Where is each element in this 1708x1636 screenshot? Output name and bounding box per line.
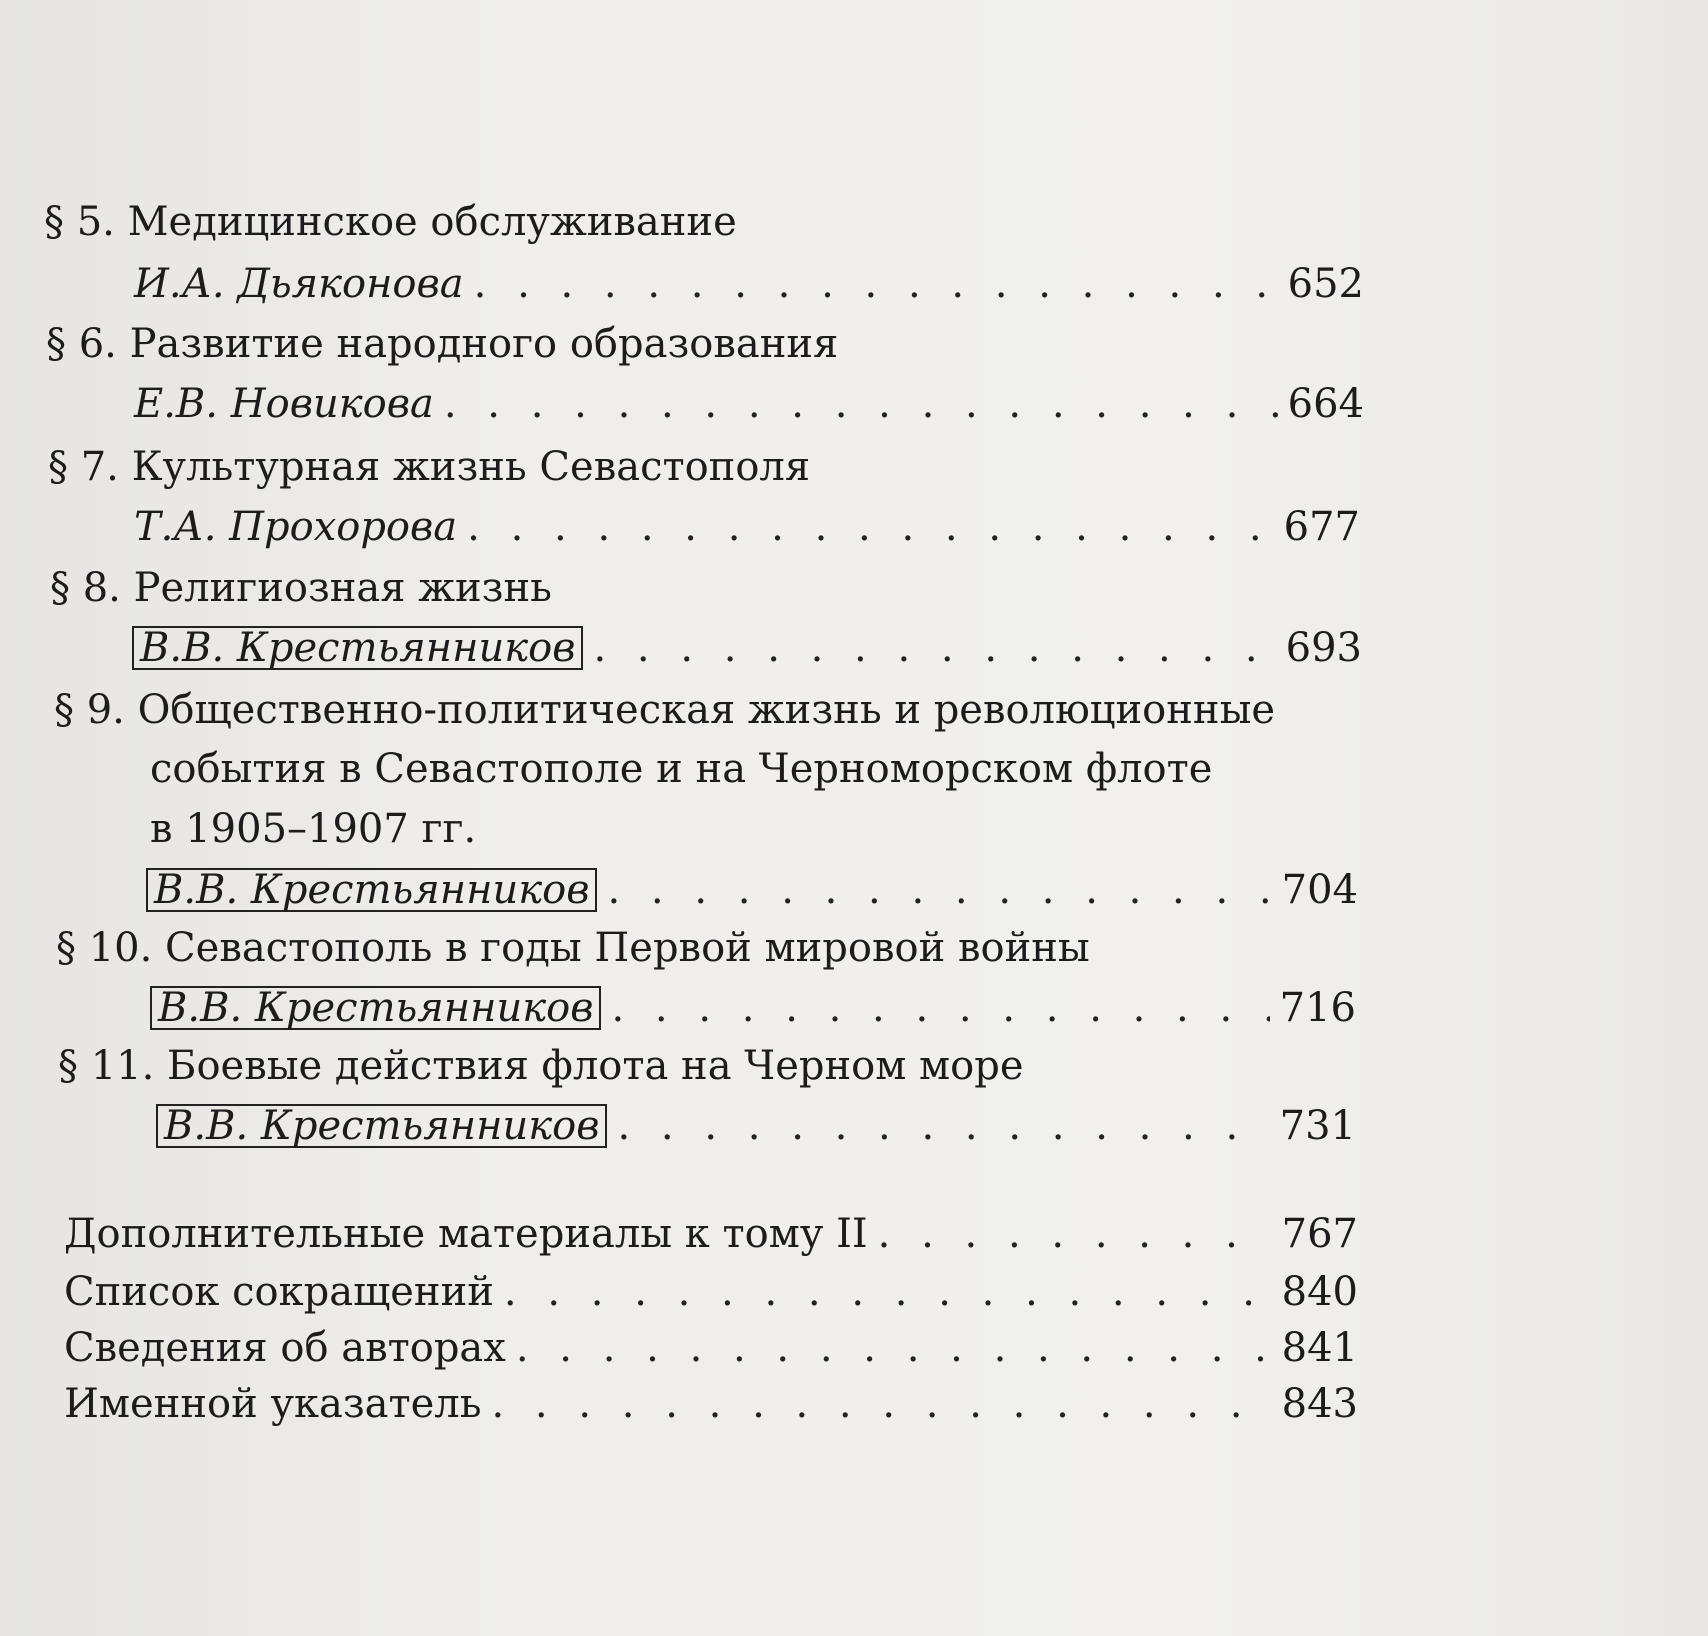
section-7-author-row xyxy=(134,503,1360,551)
section-10-title: § 10. Севастополь в годы Первой мировой войны xyxy=(56,925,1090,971)
leader-dots xyxy=(878,1210,1272,1258)
appendix-row-additional-materials xyxy=(64,1210,1358,1258)
section-5-author-row xyxy=(134,260,1364,308)
section-10-author: В.В. Крестьянников xyxy=(150,986,601,1030)
appendix-row-name-index xyxy=(64,1380,1358,1428)
section-9-page: 704 xyxy=(1281,867,1358,913)
appendix-row-authors xyxy=(64,1324,1358,1372)
section-9-title-line-1: § 9. Общественно-политическая жизнь и революционные xyxy=(54,687,1276,733)
leader-dots xyxy=(504,1268,1272,1316)
section-5-author: И.А. Дьяконова xyxy=(134,261,464,307)
appendix-page: 767 xyxy=(1281,1211,1358,1257)
section-9-title-line-2: события в Севастополе и на Черноморском флоте xyxy=(150,746,1213,792)
section-6-author: Е.В. Новикова xyxy=(134,381,434,427)
leader-dots xyxy=(516,1324,1272,1372)
leader-dots xyxy=(474,260,1278,308)
section-9-title-line-3: в 1905–1907 гг. xyxy=(150,806,477,852)
section-11-page: 731 xyxy=(1279,1103,1356,1149)
leader-dots xyxy=(611,984,1269,1032)
section-11-author-row xyxy=(156,1102,1356,1150)
leader-dots xyxy=(444,380,1278,428)
section-5-title: § 5. Медицинское обслуживание xyxy=(44,199,737,245)
appendix-label: Сведения об авторах xyxy=(64,1325,506,1371)
appendix-label: Дополнительные материалы к тому II xyxy=(64,1211,868,1257)
appendix-page: 840 xyxy=(1281,1269,1358,1315)
section-11-title: § 11. Боевые действия флота на Черном море xyxy=(58,1043,1024,1089)
leader-dots xyxy=(607,866,1271,914)
appendix-label: Список сокращений xyxy=(64,1269,494,1315)
leader-dots xyxy=(617,1102,1269,1150)
leader-dots xyxy=(467,503,1273,551)
section-9-author-row xyxy=(146,866,1358,914)
section-5-page: 652 xyxy=(1287,261,1364,307)
leader-dots xyxy=(593,624,1275,672)
section-6-author-row xyxy=(134,380,1364,428)
appendix-label: Именной указатель xyxy=(64,1381,482,1427)
appendix-page: 841 xyxy=(1281,1325,1358,1371)
section-7-author: Т.А. Прохорова xyxy=(134,504,458,550)
leader-dots xyxy=(491,1380,1271,1428)
appendix-row-abbreviations xyxy=(64,1268,1358,1316)
section-8-title: § 8. Религиозная жизнь xyxy=(50,565,552,611)
section-7-title: § 7. Культурная жизнь Севастополя xyxy=(48,444,811,490)
section-7-page: 677 xyxy=(1283,504,1360,550)
section-11-author: В.В. Крестьянников xyxy=(156,1104,607,1148)
section-9-author: В.В. Крестьянников xyxy=(146,868,597,912)
section-10-page: 716 xyxy=(1279,985,1356,1031)
section-8-author-row xyxy=(132,624,1362,672)
section-6-title: § 6. Развитие народного образования xyxy=(46,321,839,367)
appendix-page: 843 xyxy=(1281,1381,1358,1427)
section-6-page: 664 xyxy=(1287,381,1364,427)
section-8-page: 693 xyxy=(1285,625,1362,671)
section-10-author-row xyxy=(150,984,1356,1032)
section-8-author: В.В. Крестьянников xyxy=(132,626,583,670)
